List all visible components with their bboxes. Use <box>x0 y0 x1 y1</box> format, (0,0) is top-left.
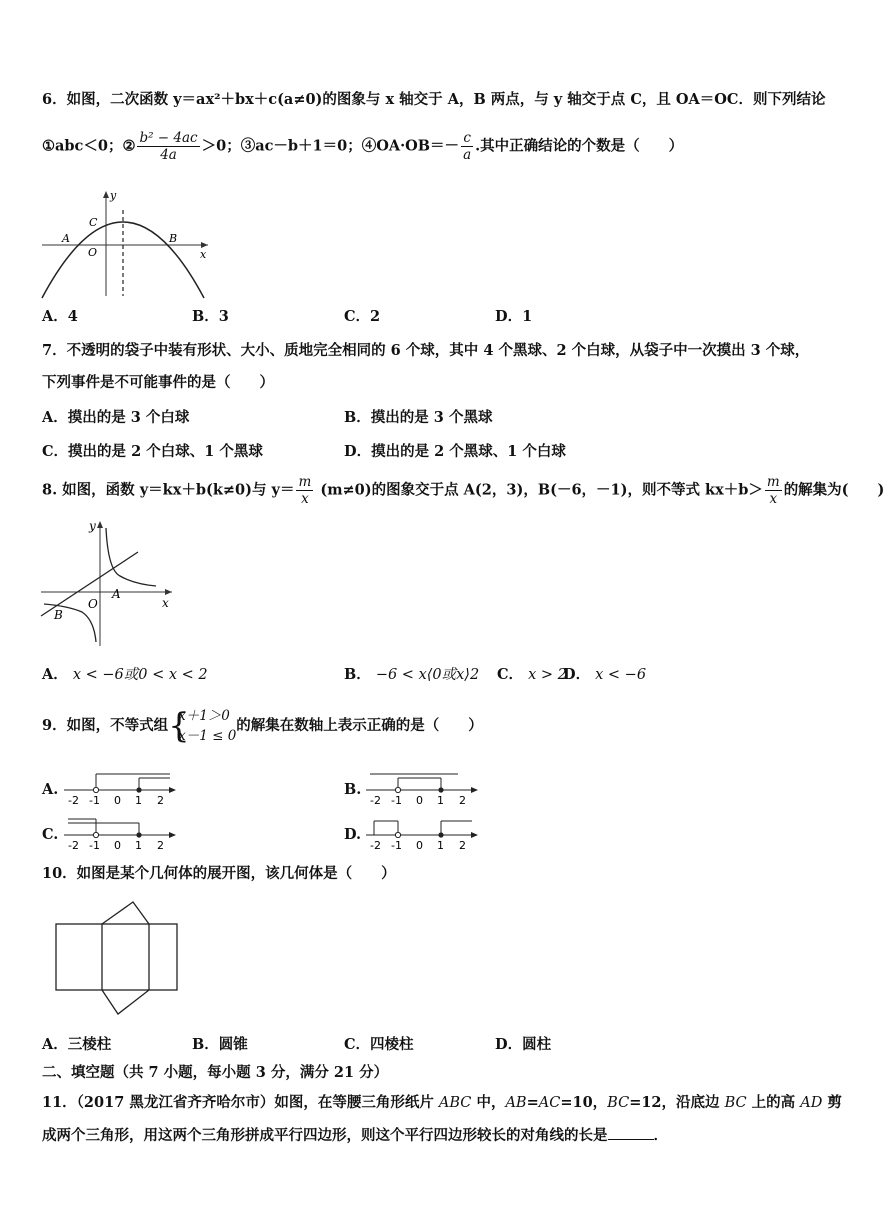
svg-text:-2: -2 <box>370 794 381 807</box>
q8-option-a: A． x < −6或0 < x < 2 <box>42 666 208 683</box>
q10-prism-net-figure <box>54 896 182 1020</box>
q8-fraction-2: $\frac{m}{x}$ <box>766 474 780 507</box>
q9-numberline-a <box>62 768 182 808</box>
svg-text:0: 0 <box>416 839 423 852</box>
q6-fraction-2: $\frac{c}{a}$ <box>463 130 472 163</box>
q6-option-c: C．2 <box>344 308 381 325</box>
net-top-triangle <box>102 902 149 924</box>
q7-option-c: C．摸出的是 2 个白球、1 个黑球 <box>42 443 263 460</box>
q7-option-a: A．摸出的是 3 个白球 <box>42 409 190 426</box>
svg-text:2: 2 <box>459 794 466 807</box>
q8-stem-part2: (m≠0)的图象交于点 A(2，3)，B(－6，－1)，则不等式 kx＋b＞ <box>315 481 763 499</box>
x-axis-arrow-icon <box>165 589 172 595</box>
svg-text:0: 0 <box>114 839 121 852</box>
label-O: O <box>88 597 98 611</box>
q10-option-b: B．圆锥 <box>192 1036 248 1053</box>
q11-stem-line1: 11．（2017 黑龙江省齐齐哈尔市）如图，在等腰三角形纸片 ABC 中，AB=AC=10，BC=12，沿底边 BC 上的高 AD 剪 <box>42 1094 842 1111</box>
svg-text:0: 0 <box>416 794 423 807</box>
label-O: O <box>88 246 98 259</box>
svg-text:1: 1 <box>437 794 444 807</box>
svg-text:-1: -1 <box>89 839 100 852</box>
q9-stem <box>42 706 483 746</box>
q10-option-c: C．四棱柱 <box>344 1036 414 1053</box>
q8-stem <box>42 474 884 507</box>
label-y: y <box>89 519 96 533</box>
y-axis-arrow-icon <box>97 521 103 528</box>
q9-numberline-c <box>62 813 182 853</box>
q9-stem-part2: 的解集在数轴上表示正确的是（ ） <box>236 717 483 734</box>
svg-text:2: 2 <box>157 839 164 852</box>
svg-text:-1: -1 <box>89 794 100 807</box>
svg-text:-2: -2 <box>370 839 381 852</box>
svg-text:-2: -2 <box>68 839 79 852</box>
q6-conclusion-3: .其中正确结论的个数是（ ） <box>475 137 684 155</box>
svg-text:2: 2 <box>459 839 466 852</box>
q8-option-c: C． x > 2 <box>497 666 567 683</box>
q9-numberline-b <box>364 768 484 808</box>
q9-option-b-letter: B. <box>344 781 362 798</box>
q9-option-a-letter: A. <box>42 781 59 798</box>
q7-option-d: D．摸出的是 2 个黑球、1 个白球 <box>344 443 566 460</box>
net-rectangles <box>56 924 177 990</box>
svg-text:-1: -1 <box>391 794 402 807</box>
svg-text:0: 0 <box>114 794 121 807</box>
label-x: x <box>162 596 169 610</box>
svg-text:-1: -1 <box>391 839 402 852</box>
q7-option-b: B．摸出的是 3 个黑球 <box>344 409 493 426</box>
q9-stem-part1: 9．如图，不等式组 <box>42 717 169 734</box>
q6-conclusion-2: ＞0；③ac－b＋1＝0；④OA·OB＝－ <box>201 137 460 155</box>
q8-stem-part3: 的解集为( ) <box>783 481 884 499</box>
label-A: A <box>112 587 121 601</box>
svg-text:1: 1 <box>135 794 142 807</box>
q11-stem-line2: 成两个三角形，用这两个三角形拼成平行四边形，则这个平行四边形较长的对角线的长是 ． <box>42 1127 668 1144</box>
svg-text:-2: -2 <box>68 794 79 807</box>
q8-option-b: B． −6 < x⟨0或x⟩2 <box>344 666 480 683</box>
label-y: y <box>110 189 117 202</box>
q6-option-d: D．1 <box>495 308 533 325</box>
q8-function-figure <box>38 518 178 648</box>
q9-option-d-letter: D. <box>344 826 362 843</box>
q6-option-a: A．4 <box>42 308 78 325</box>
q10-option-d: D．圆柱 <box>495 1036 552 1053</box>
q8-stem-part1: 8. 如图，函数 y＝kx＋b(k≠0)与 y＝ <box>42 481 295 499</box>
q9-option-c-letter: C. <box>42 826 59 843</box>
q8-option-d: D． x < −6 <box>563 666 647 683</box>
answer-blank[interactable] <box>608 1139 654 1140</box>
q6-option-b: B．3 <box>192 308 229 325</box>
q6-stem-line1: 6．如图，二次函数 y＝ax²＋bx＋c(a≠0)的图象与 x 轴交于 A，B 两点，与 y 轴交于点 C，且 OA＝OC．则下列结论 <box>42 91 826 108</box>
q9-numberline-d <box>364 813 484 853</box>
q6-stem-line2 <box>42 130 683 163</box>
label-x: x <box>200 248 207 261</box>
q10-option-a: A．三棱柱 <box>42 1036 112 1053</box>
svg-text:2: 2 <box>157 794 164 807</box>
label-B: B <box>54 608 63 622</box>
q9-inequality-system: { x＋1＞0 x－1 ≤ 0 <box>168 706 237 746</box>
section-2-heading: 二、填空题（共 7 小题，每小题 3 分，满分 21 分） <box>42 1064 389 1081</box>
svg-text:1: 1 <box>135 839 142 852</box>
q8-fraction-1: $\frac{m}{x}$ <box>298 474 312 507</box>
q7-stem-line1: 7．不透明的袋子中装有形状、大小、质地完全相同的 6 个球，其中 4 个黑球、2 个白球，从袋子中一次摸出 3 个球， <box>42 342 810 359</box>
label-A: A <box>62 232 70 245</box>
q6-conclusion-1: ①abc＜0；② <box>42 137 136 155</box>
net-bottom-triangle <box>102 990 149 1014</box>
q10-stem: 10．如图是某个几何体的展开图，该几何体是（ ） <box>42 865 396 882</box>
svg-text:1: 1 <box>437 839 444 852</box>
q6-fraction-1: $\frac{\text{b² − 4ac}}{4a}$ <box>139 130 198 163</box>
q6-parabola-figure <box>38 188 213 300</box>
label-C: C <box>89 216 98 229</box>
y-axis-arrow-icon <box>103 191 109 198</box>
label-B: B <box>169 232 178 245</box>
q7-stem-line2: 下列事件是不可能事件的是（ ） <box>42 374 274 391</box>
